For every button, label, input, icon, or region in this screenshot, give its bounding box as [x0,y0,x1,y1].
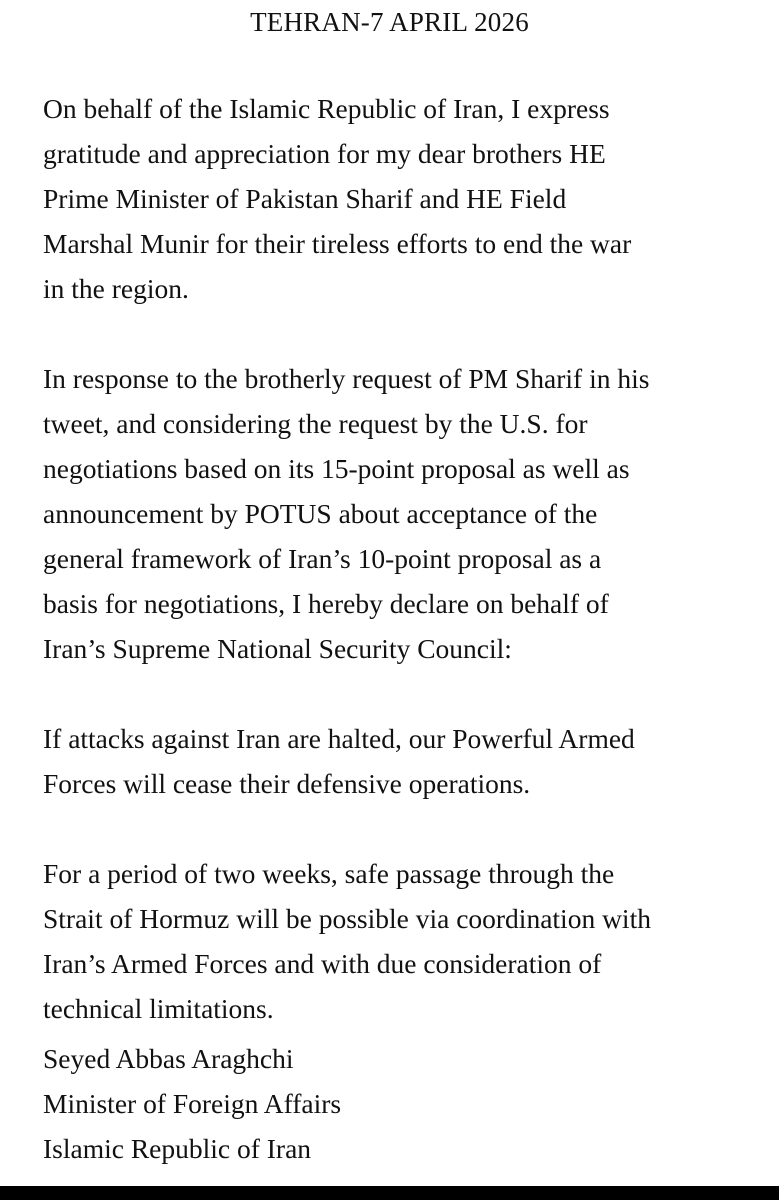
paragraph-gratitude: On behalf of the Islamic Republic of Iran, I express gratitude and appreciation for my dear brothers HE Prime Minister of Pakistan Sharif and HE Field Marshal Munir for their tireless efforts to end the war in the region. [43,93,632,304]
signature-block [43,1036,743,1171]
signatory-name: Seyed Abbas Araghchi [43,1043,294,1074]
paragraph-declaration: In response to the brotherly request of PM Sharif in his tweet, and considering the request by the U.S. for negotiations based on its 15-point proposal as well as announcement by POTUS about acceptance of the general framework of Iran’s 10-point proposal as a basis for negotiations, I hereby declare on behalf of Iran’s Supreme National Security Council: [43,363,650,664]
statement-body [43,86,763,1076]
paragraph-cease-operations: If attacks against Iran are halted, our Powerful Armed Forces will cease their defensive operations. [43,723,635,799]
signatory-title: Minister of Foreign Affairs [43,1088,342,1119]
signatory-country: Islamic Republic of Iran [43,1133,312,1164]
dateline: TEHRAN-7 APRIL 2026 [250,7,529,37]
bottom-edge-bar [0,1186,779,1200]
paragraph-strait-of-hormuz: For a period of two weeks, safe passage through the Strait of Hormuz will be possible via coordination with Iran’s Armed Forces and with due consideration of technical limitations. [43,858,651,1024]
